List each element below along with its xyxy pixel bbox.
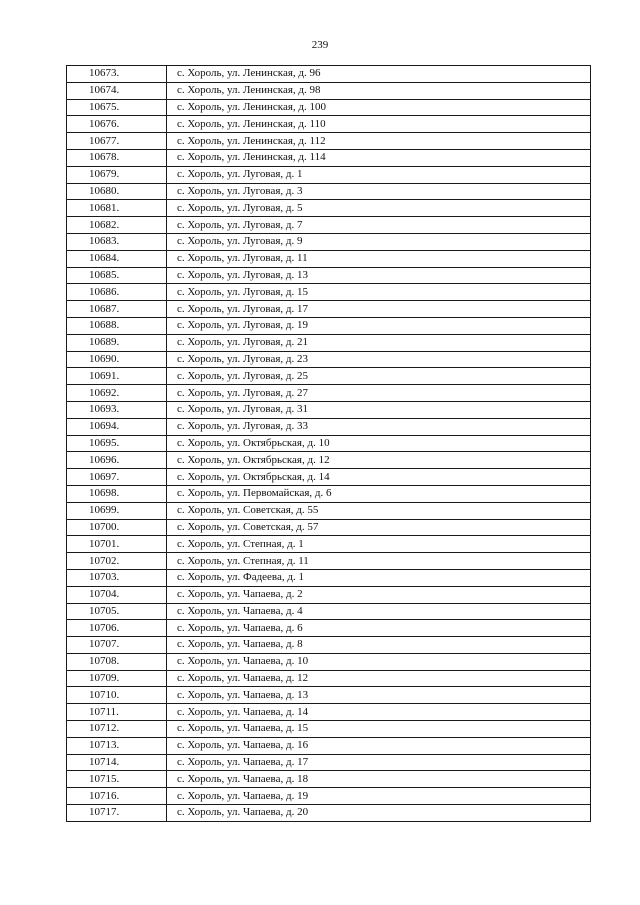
row-number-cell: 10715. [67, 771, 167, 788]
address-cell: с. Хороль, ул. Первомайская, д. 6 [167, 485, 591, 502]
table-row [67, 771, 591, 788]
table-row [67, 267, 591, 284]
table-row [67, 284, 591, 301]
table-row [67, 334, 591, 351]
row-number-cell: 10714. [67, 754, 167, 771]
address-cell: с. Хороль, ул. Луговая, д. 5 [167, 200, 591, 217]
address-cell: с. Хороль, ул. Чапаева, д. 15 [167, 721, 591, 738]
row-number-cell: 10709. [67, 670, 167, 687]
address-table [66, 65, 591, 822]
table-row [67, 670, 591, 687]
row-number-cell: 10699. [67, 502, 167, 519]
address-cell: с. Хороль, ул. Ленинская, д. 110 [167, 116, 591, 133]
address-cell: с. Хороль, ул. Чапаева, д. 13 [167, 687, 591, 704]
address-cell: с. Хороль, ул. Советская, д. 55 [167, 502, 591, 519]
table-row [67, 637, 591, 654]
address-cell: с. Хороль, ул. Октябрьская, д. 14 [167, 469, 591, 486]
address-cell: с. Хороль, ул. Луговая, д. 7 [167, 217, 591, 234]
address-cell: с. Хороль, ул. Чапаева, д. 16 [167, 737, 591, 754]
row-number-cell: 10697. [67, 469, 167, 486]
row-number-cell: 10696. [67, 452, 167, 469]
table-row [67, 183, 591, 200]
address-cell: с. Хороль, ул. Луговая, д. 25 [167, 368, 591, 385]
table-row [67, 418, 591, 435]
address-cell: с. Хороль, ул. Луговая, д. 1 [167, 166, 591, 183]
row-number-cell: 10691. [67, 368, 167, 385]
table-row [67, 502, 591, 519]
address-cell: с. Хороль, ул. Чапаева, д. 20 [167, 805, 591, 822]
address-cell: с. Хороль, ул. Чапаева, д. 4 [167, 603, 591, 620]
address-cell: с. Хороль, ул. Луговая, д. 21 [167, 334, 591, 351]
table-row [67, 754, 591, 771]
row-number-cell: 10684. [67, 250, 167, 267]
address-cell: с. Хороль, ул. Чапаева, д. 6 [167, 620, 591, 637]
table-row [67, 217, 591, 234]
row-number-cell: 10711. [67, 704, 167, 721]
row-number-cell: 10701. [67, 536, 167, 553]
row-number-cell: 10682. [67, 217, 167, 234]
row-number-cell: 10688. [67, 317, 167, 334]
address-cell: с. Хороль, ул. Чапаева, д. 2 [167, 586, 591, 603]
row-number-cell: 10689. [67, 334, 167, 351]
table-row [67, 435, 591, 452]
row-number-cell: 10678. [67, 149, 167, 166]
table-row [67, 687, 591, 704]
address-cell: с. Хороль, ул. Советская, д. 57 [167, 519, 591, 536]
row-number-cell: 10713. [67, 737, 167, 754]
table-row [67, 737, 591, 754]
row-number-cell: 10698. [67, 485, 167, 502]
row-number-cell: 10694. [67, 418, 167, 435]
table-row [67, 116, 591, 133]
table-row [67, 536, 591, 553]
table-row [67, 149, 591, 166]
address-cell: с. Хороль, ул. Октябрьская, д. 12 [167, 452, 591, 469]
table-row [67, 166, 591, 183]
address-cell: с. Хороль, ул. Чапаева, д. 18 [167, 771, 591, 788]
row-number-cell: 10686. [67, 284, 167, 301]
row-number-cell: 10710. [67, 687, 167, 704]
address-cell: с. Хороль, ул. Луговая, д. 9 [167, 233, 591, 250]
table-row [67, 721, 591, 738]
table-row [67, 401, 591, 418]
address-table-body [67, 66, 591, 822]
address-cell: с. Хороль, ул. Ленинская, д. 114 [167, 149, 591, 166]
address-cell: с. Хороль, ул. Чапаева, д. 19 [167, 788, 591, 805]
row-number-cell: 10712. [67, 721, 167, 738]
table-row [67, 317, 591, 334]
address-cell: с. Хороль, ул. Чапаева, д. 12 [167, 670, 591, 687]
row-number-cell: 10706. [67, 620, 167, 637]
row-number-cell: 10674. [67, 82, 167, 99]
address-cell: с. Хороль, ул. Ленинская, д. 96 [167, 66, 591, 83]
row-number-cell: 10705. [67, 603, 167, 620]
table-row [67, 82, 591, 99]
table-row [67, 368, 591, 385]
row-number-cell: 10707. [67, 637, 167, 654]
row-number-cell: 10693. [67, 401, 167, 418]
table-row [67, 200, 591, 217]
row-number-cell: 10692. [67, 385, 167, 402]
row-number-cell: 10702. [67, 553, 167, 570]
address-cell: с. Хороль, ул. Чапаева, д. 17 [167, 754, 591, 771]
address-cell: с. Хороль, ул. Ленинская, д. 100 [167, 99, 591, 116]
row-number-cell: 10680. [67, 183, 167, 200]
table-row [67, 66, 591, 83]
table-row [67, 620, 591, 637]
address-cell: с. Хороль, ул. Фадеева, д. 1 [167, 569, 591, 586]
table-row [67, 519, 591, 536]
table-row [67, 553, 591, 570]
page-number: 239 [311, 39, 329, 51]
address-cell: с. Хороль, ул. Луговая, д. 17 [167, 301, 591, 318]
table-row [67, 99, 591, 116]
row-number-cell: 10708. [67, 653, 167, 670]
table-row [67, 586, 591, 603]
address-cell: с. Хороль, ул. Луговая, д. 15 [167, 284, 591, 301]
row-number-cell: 10675. [67, 99, 167, 116]
address-cell: с. Хороль, ул. Луговая, д. 31 [167, 401, 591, 418]
row-number-cell: 10673. [67, 66, 167, 83]
table-row [67, 469, 591, 486]
address-cell: с. Хороль, ул. Степная, д. 11 [167, 553, 591, 570]
table-row [67, 351, 591, 368]
row-number-cell: 10703. [67, 569, 167, 586]
table-row [67, 704, 591, 721]
row-number-cell: 10679. [67, 166, 167, 183]
address-cell: с. Хороль, ул. Луговая, д. 23 [167, 351, 591, 368]
table-row [67, 233, 591, 250]
address-cell: с. Хороль, ул. Луговая, д. 3 [167, 183, 591, 200]
row-number-cell: 10681. [67, 200, 167, 217]
row-number-cell: 10683. [67, 233, 167, 250]
row-number-cell: 10695. [67, 435, 167, 452]
table-row [67, 133, 591, 150]
row-number-cell: 10685. [67, 267, 167, 284]
address-cell: с. Хороль, ул. Луговая, д. 27 [167, 385, 591, 402]
address-cell: с. Хороль, ул. Луговая, д. 19 [167, 317, 591, 334]
table-row [67, 788, 591, 805]
table-row [67, 385, 591, 402]
address-cell: с. Хороль, ул. Чапаева, д. 8 [167, 637, 591, 654]
table-row [67, 569, 591, 586]
address-cell: с. Хороль, ул. Чапаева, д. 10 [167, 653, 591, 670]
table-row [67, 485, 591, 502]
row-number-cell: 10690. [67, 351, 167, 368]
row-number-cell: 10704. [67, 586, 167, 603]
table-row [67, 452, 591, 469]
address-cell: с. Хороль, ул. Луговая, д. 13 [167, 267, 591, 284]
table-row [67, 301, 591, 318]
address-cell: с. Хороль, ул. Луговая, д. 33 [167, 418, 591, 435]
row-number-cell: 10700. [67, 519, 167, 536]
row-number-cell: 10676. [67, 116, 167, 133]
table-row [67, 603, 591, 620]
row-number-cell: 10687. [67, 301, 167, 318]
address-cell: с. Хороль, ул. Луговая, д. 11 [167, 250, 591, 267]
address-cell: с. Хороль, ул. Ленинская, д. 112 [167, 133, 591, 150]
table-row [67, 805, 591, 822]
address-cell: с. Хороль, ул. Чапаева, д. 14 [167, 704, 591, 721]
address-cell: с. Хороль, ул. Степная, д. 1 [167, 536, 591, 553]
row-number-cell: 10677. [67, 133, 167, 150]
row-number-cell: 10717. [67, 805, 167, 822]
address-cell: с. Хороль, ул. Ленинская, д. 98 [167, 82, 591, 99]
table-row [67, 653, 591, 670]
row-number-cell: 10716. [67, 788, 167, 805]
table-row [67, 250, 591, 267]
address-cell: с. Хороль, ул. Октябрьская, д. 10 [167, 435, 591, 452]
